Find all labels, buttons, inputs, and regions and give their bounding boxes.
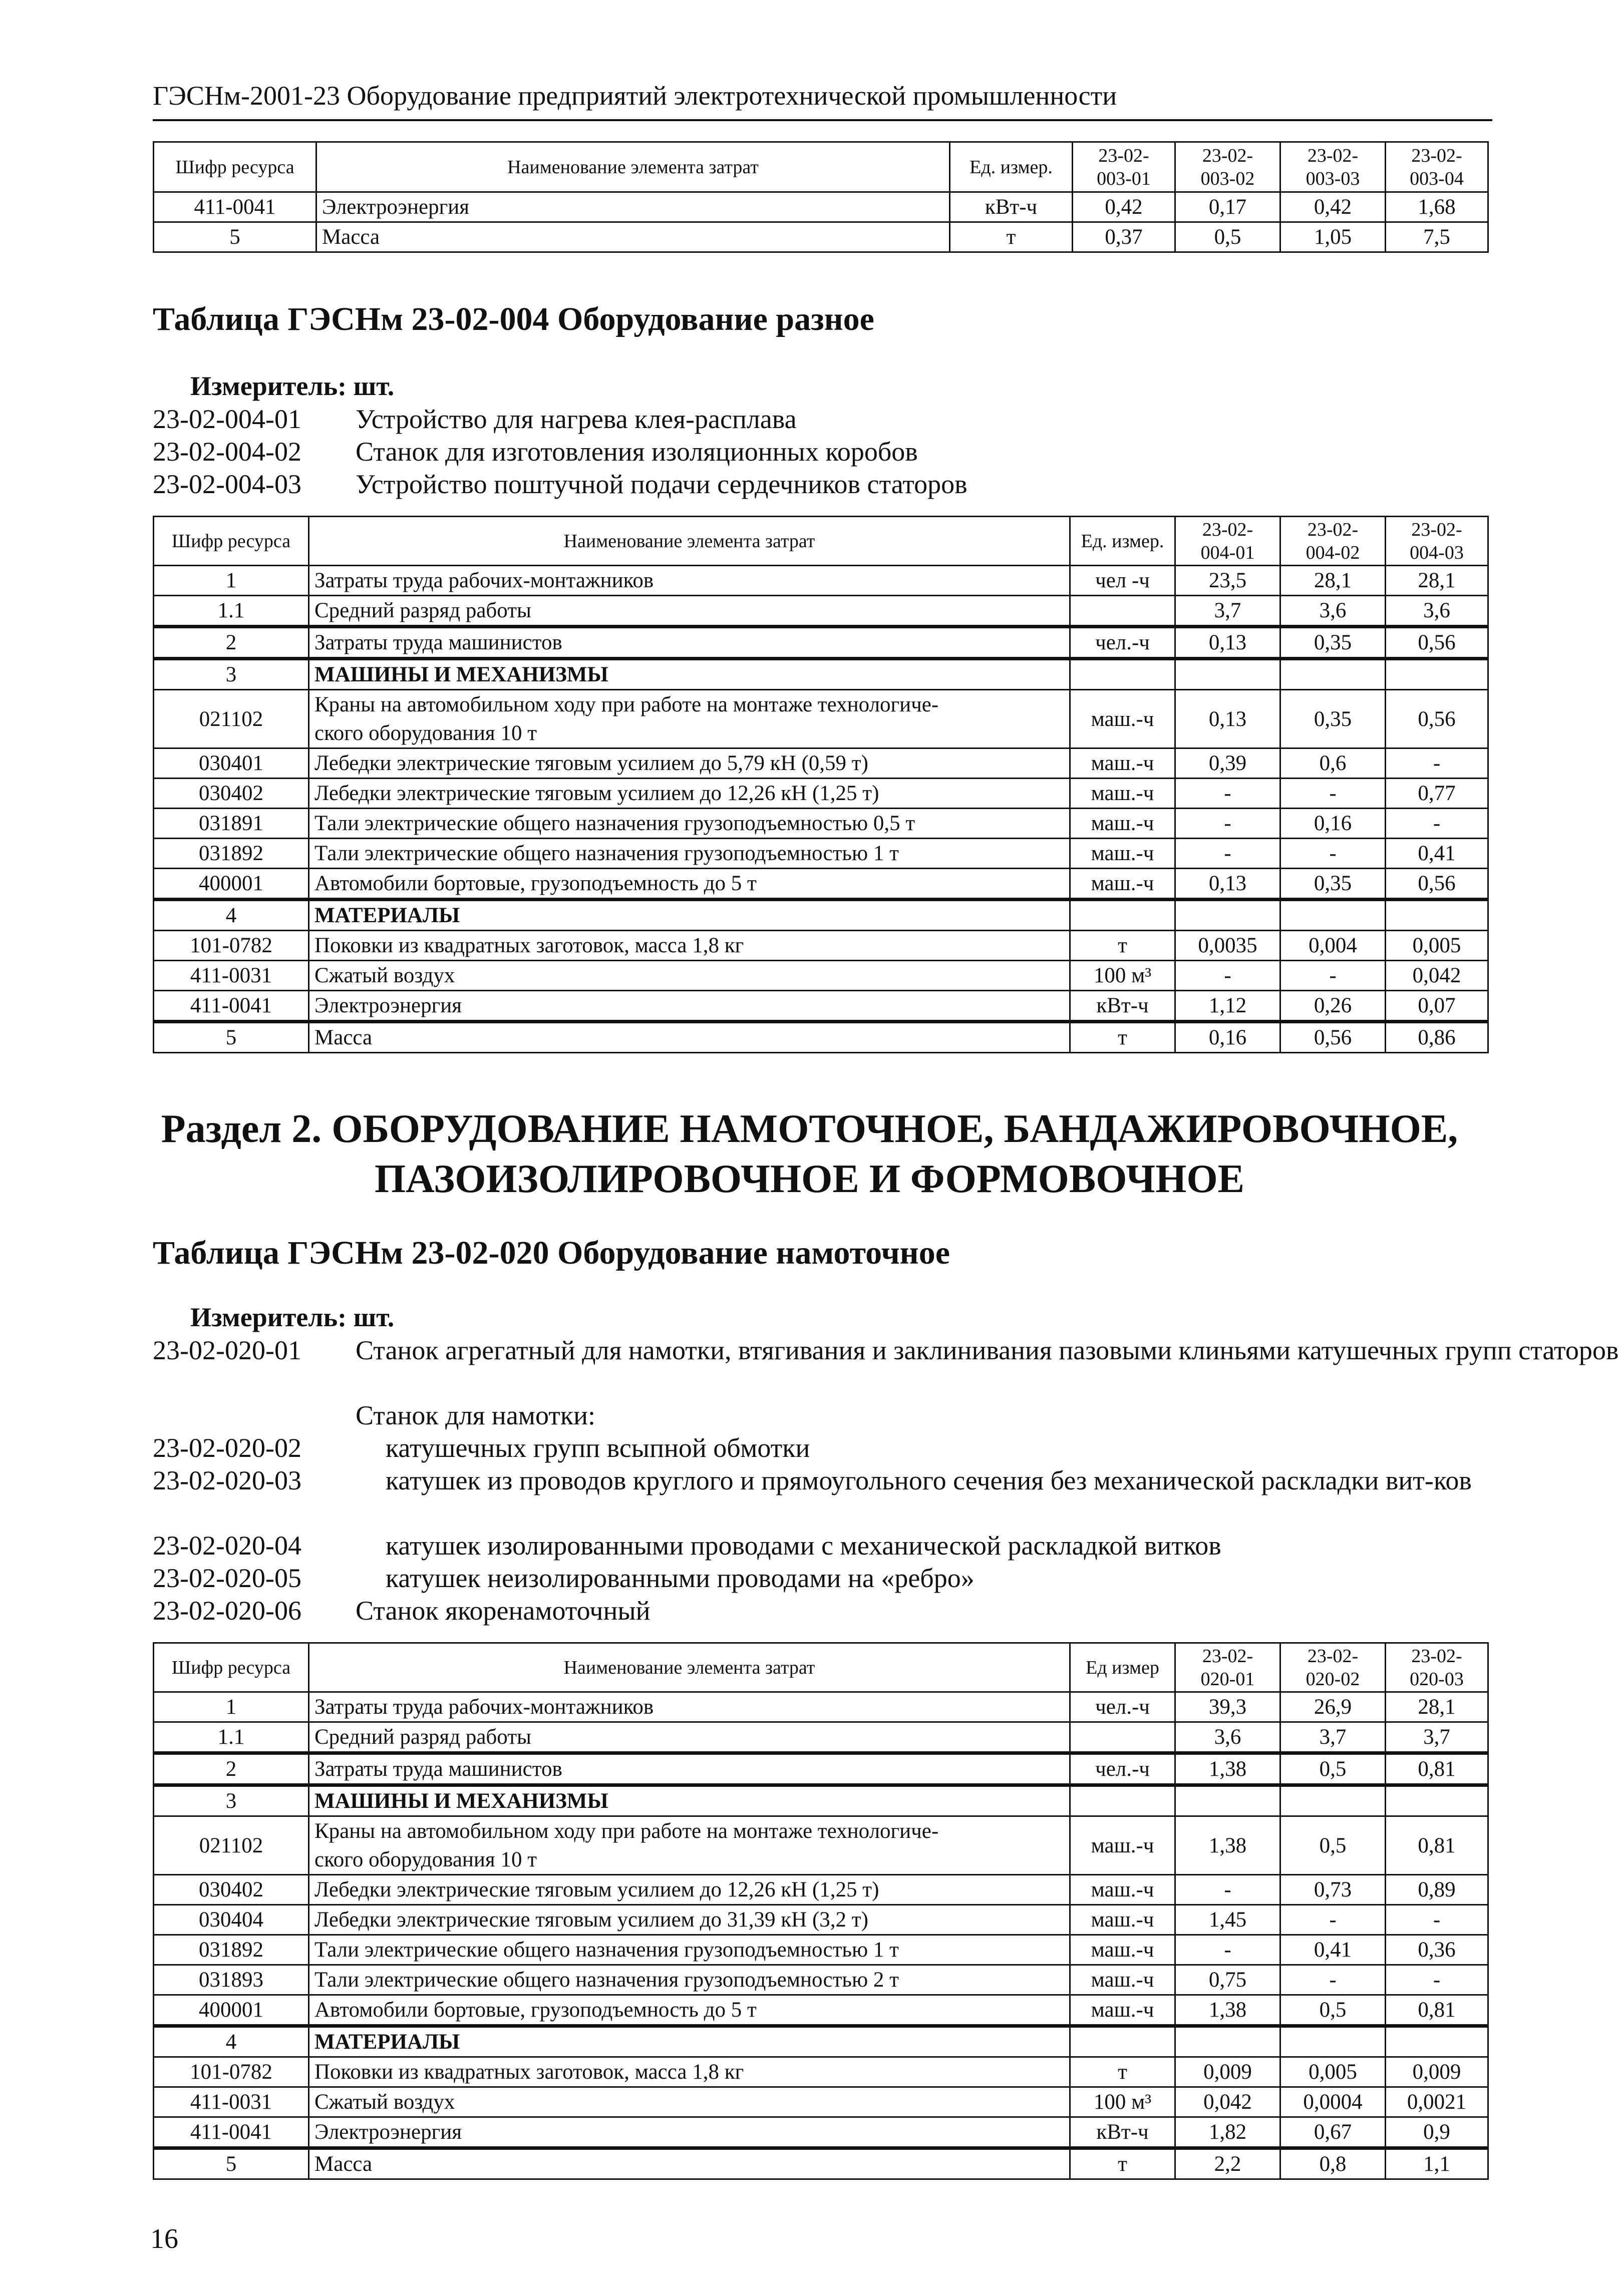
row-name: Поковки из квадратных заготовок, масса 1,8 кг xyxy=(309,2057,1070,2087)
row-value: 0,35 xyxy=(1280,690,1386,748)
row-value: 1,82 xyxy=(1175,2117,1280,2148)
row-value: 1,45 xyxy=(1175,1905,1280,1935)
row-value: - xyxy=(1175,779,1280,809)
row-code: 411-0031 xyxy=(154,961,309,991)
row-value: 0,35 xyxy=(1280,627,1386,659)
row-value: 3,6 xyxy=(1175,1722,1280,1753)
col-header-name: Наименование элемента затрат xyxy=(309,1643,1070,1692)
row-name: Затраты труда рабочих-монтажников xyxy=(309,1692,1070,1722)
row-value: 0,39 xyxy=(1175,748,1280,779)
meter-line xyxy=(190,370,394,402)
item-code: 23-02-020-01 xyxy=(153,1335,301,1365)
row-value: 3,7 xyxy=(1175,596,1280,627)
row-value: 0,56 xyxy=(1386,627,1488,659)
row-value xyxy=(1175,2026,1280,2057)
row-value: 0,9 xyxy=(1386,2117,1488,2148)
row-value: - xyxy=(1386,1965,1488,1995)
row-code: 101-0782 xyxy=(154,2057,309,2087)
row-name: Автомобили бортовые, грузоподъемность до 5 т xyxy=(309,869,1070,900)
row-code: 3 xyxy=(154,659,309,690)
row-value: 28,1 xyxy=(1280,566,1386,596)
item-code-row xyxy=(153,1334,1619,1399)
page-number: 16 xyxy=(150,2223,178,2254)
table-row xyxy=(154,748,1488,779)
meter-label: Измеритель: xyxy=(190,1302,347,1332)
table-section-row xyxy=(154,659,1488,690)
row-name: МАШИНЫ И МЕХАНИЗМЫ xyxy=(309,659,1070,690)
meter-label: Измеритель: xyxy=(190,371,347,401)
item-code: 23-02-020-06 xyxy=(153,1596,301,1626)
row-name: Тали электрические общего назначения грузоподъемностью 0,5 т xyxy=(309,809,1070,839)
row-code: 411-0041 xyxy=(154,192,316,222)
item-code-row xyxy=(153,1529,1505,1562)
row-value: 0,77 xyxy=(1386,779,1488,809)
row-value: 0,0035 xyxy=(1175,931,1280,961)
row-code: 031892 xyxy=(154,839,309,869)
item-description: катушек изолированными проводами с механической раскладкой витков xyxy=(386,1530,1221,1561)
col-header-norm: 23-02- 020-03 xyxy=(1386,1643,1488,1692)
table-row xyxy=(154,991,1488,1022)
item-code-row xyxy=(153,1595,1505,1627)
item-description: Станок агрегатный для намотки, втягивания и заклинивания пазовыми клиньями катушечных групп статоров xyxy=(356,1335,1619,1365)
item-description: Устройство для нагрева клея-расплава xyxy=(356,404,797,434)
section-title-line2: ПАЗОИЗОЛИРОВОЧНОЕ И ФОРМОВОЧНОЕ xyxy=(374,1157,1245,1201)
row-value: 0,042 xyxy=(1386,961,1488,991)
row-name: Краны на автомобильном ходу при работе на монтаже технологиче- ского оборудования 10 т xyxy=(309,690,1070,748)
row-value: 0,81 xyxy=(1386,1816,1488,1875)
row-name: Масса xyxy=(309,2148,1070,2179)
row-value: 3,6 xyxy=(1386,596,1488,627)
row-unit: маш.-ч xyxy=(1070,779,1175,809)
row-value: 0,5 xyxy=(1280,1753,1386,1785)
row-value xyxy=(1386,900,1488,931)
item-description: катушек неизолированными проводами на «ребро» xyxy=(386,1563,975,1593)
row-value: 0,37 xyxy=(1073,222,1175,252)
row-value: 23,5 xyxy=(1175,566,1280,596)
row-unit xyxy=(1070,596,1175,627)
table-row xyxy=(154,192,1488,222)
row-value: 0,42 xyxy=(1280,192,1386,222)
row-value xyxy=(1175,900,1280,931)
item-description: Станок для намотки: xyxy=(356,1400,595,1430)
table-row xyxy=(154,1965,1488,1995)
row-unit: маш.-ч xyxy=(1070,869,1175,900)
row-value: - xyxy=(1175,809,1280,839)
table-row xyxy=(154,1905,1488,1935)
row-unit: кВт-ч xyxy=(1070,991,1175,1022)
row-value: 0,004 xyxy=(1280,931,1386,961)
row-name: Лебедки электрические тяговым усилием до 12,26 кН (1,25 т) xyxy=(309,1875,1070,1905)
row-unit: т xyxy=(1070,931,1175,961)
row-name: Масса xyxy=(309,1022,1070,1053)
table-row xyxy=(154,839,1488,869)
row-code: 1.1 xyxy=(154,1722,309,1753)
row-unit: маш.-ч xyxy=(1070,1935,1175,1965)
item-code: 23-02-004-02 xyxy=(153,437,301,467)
item-code-row xyxy=(153,468,1505,501)
row-value: 0,5 xyxy=(1175,222,1280,252)
table-row xyxy=(154,1722,1488,1753)
table-row xyxy=(154,1692,1488,1722)
row-value: - xyxy=(1280,1965,1386,1995)
row-unit xyxy=(1070,2026,1175,2057)
row-value xyxy=(1175,1785,1280,1816)
row-value: - xyxy=(1175,839,1280,869)
row-unit: маш.-ч xyxy=(1070,1995,1175,2026)
col-header-unit: Ед. измер. xyxy=(1070,517,1175,566)
row-value: 0,56 xyxy=(1280,1022,1386,1053)
row-value: 0,41 xyxy=(1280,1935,1386,1965)
row-name: Сжатый воздух xyxy=(309,961,1070,991)
row-unit: т xyxy=(1070,2057,1175,2087)
row-code: 5 xyxy=(154,222,316,252)
row-value: - xyxy=(1175,961,1280,991)
row-value: - xyxy=(1280,1905,1386,1935)
row-value: 1,05 xyxy=(1280,222,1386,252)
row-code: 4 xyxy=(154,900,309,931)
row-value: - xyxy=(1175,1875,1280,1905)
row-name: Масса xyxy=(316,222,950,252)
row-value: 0,07 xyxy=(1386,991,1488,1022)
row-value: 0,73 xyxy=(1280,1875,1386,1905)
table-row xyxy=(154,1816,1488,1875)
col-header-unit: Ед. измер. xyxy=(950,142,1073,192)
row-value: 0,0004 xyxy=(1280,2087,1386,2117)
item-code: 23-02-004-01 xyxy=(153,404,301,434)
row-name: Затраты труда машинистов xyxy=(309,1753,1070,1785)
row-value: 0,8 xyxy=(1280,2148,1386,2179)
table-row xyxy=(154,869,1488,900)
col-header-norm: 23-02- 004-03 xyxy=(1386,517,1488,566)
row-name: Тали электрические общего назначения грузоподъемностью 1 т xyxy=(309,839,1070,869)
table-row xyxy=(154,596,1488,627)
row-code: 2 xyxy=(154,627,309,659)
running-header: ГЭСНм-2001-23 Оборудование предприятий электротехнической промышленности xyxy=(153,81,1117,111)
item-code-row xyxy=(153,1399,1505,1432)
row-value: 3,6 xyxy=(1280,596,1386,627)
table-section-row xyxy=(154,1785,1488,1816)
row-value: 0,56 xyxy=(1386,690,1488,748)
meter-line xyxy=(190,1302,394,1333)
row-value: 0,81 xyxy=(1386,1995,1488,2026)
row-value: 0,16 xyxy=(1175,1022,1280,1053)
row-value: 0,5 xyxy=(1280,1995,1386,2026)
row-value: 0,6 xyxy=(1280,748,1386,779)
table-row xyxy=(154,961,1488,991)
row-name: Автомобили бортовые, грузоподъемность до 5 т xyxy=(309,1995,1070,2026)
col-header-name: Наименование элемента затрат xyxy=(309,517,1070,566)
row-name: Электроэнергия xyxy=(316,192,950,222)
table-row xyxy=(154,1022,1488,1053)
row-value: 0,35 xyxy=(1280,869,1386,900)
row-value: - xyxy=(1280,779,1386,809)
table-row xyxy=(154,690,1488,748)
item-code-row xyxy=(153,1432,1505,1464)
row-code: 030404 xyxy=(154,1905,309,1935)
row-value: 1,38 xyxy=(1175,1816,1280,1875)
row-unit: чел.-ч xyxy=(1070,1692,1175,1722)
row-unit: маш.-ч xyxy=(1070,690,1175,748)
row-value: 0,005 xyxy=(1386,931,1488,961)
col-header-norm: 23-02- 020-02 xyxy=(1280,1643,1386,1692)
row-name: Электроэнергия xyxy=(309,991,1070,1022)
row-name: Средний разряд работы xyxy=(309,596,1070,627)
col-header-norm: 23-02- 003-01 xyxy=(1073,142,1175,192)
row-unit: маш.-ч xyxy=(1070,839,1175,869)
row-unit: кВт-ч xyxy=(950,192,1073,222)
item-code-row xyxy=(153,436,1505,468)
col-header-code: Шифр ресурса xyxy=(154,142,316,192)
row-value: 39,3 xyxy=(1175,1692,1280,1722)
item-code: 23-02-020-03 xyxy=(153,1465,301,1495)
row-value: 0,26 xyxy=(1280,991,1386,1022)
row-value: 0,36 xyxy=(1386,1935,1488,1965)
row-unit xyxy=(1070,1785,1175,1816)
row-unit: т xyxy=(950,222,1073,252)
row-code: 400001 xyxy=(154,869,309,900)
table-row xyxy=(154,222,1488,252)
row-value xyxy=(1280,659,1386,690)
row-value xyxy=(1175,659,1280,690)
row-name: Краны на автомобильном ходу при работе на монтаже технологиче- ского оборудования 10 т xyxy=(309,1816,1070,1875)
row-name: Средний разряд работы xyxy=(309,1722,1070,1753)
row-value: 0,16 xyxy=(1280,809,1386,839)
row-value: 28,1 xyxy=(1386,1692,1488,1722)
row-value: 0,86 xyxy=(1386,1022,1488,1053)
table-section-row xyxy=(154,900,1488,931)
row-code: 400001 xyxy=(154,1995,309,2026)
row-value: 1,1 xyxy=(1386,2148,1488,2179)
row-code: 031891 xyxy=(154,809,309,839)
row-name: Электроэнергия xyxy=(309,2117,1070,2148)
row-value: - xyxy=(1280,961,1386,991)
row-unit: 100 м³ xyxy=(1070,2087,1175,2117)
row-name: Лебедки электрические тяговым усилием до 12,26 кН (1,25 т) xyxy=(309,779,1070,809)
table-row xyxy=(154,779,1488,809)
row-code: 101-0782 xyxy=(154,931,309,961)
table-23-02-004 xyxy=(153,516,1489,1053)
table-row xyxy=(154,809,1488,839)
meter-value: шт. xyxy=(353,371,395,401)
item-description: Станок для изготовления изоляционных коробов xyxy=(356,437,918,467)
table-row xyxy=(154,2057,1488,2087)
row-name: Тали электрические общего назначения грузоподъемностью 2 т xyxy=(309,1965,1070,1995)
row-value: 0,89 xyxy=(1386,1875,1488,1905)
table-title: Таблица ГЭСНм 23-02-020 Оборудование намоточное xyxy=(153,1235,950,1271)
table-row xyxy=(154,627,1488,659)
row-value: 0,75 xyxy=(1175,1965,1280,1995)
row-code: 2 xyxy=(154,1753,309,1785)
item-code: 23-02-020-05 xyxy=(153,1563,301,1593)
item-code-row xyxy=(153,1562,1505,1595)
table-row xyxy=(154,2117,1488,2148)
row-code: 3 xyxy=(154,1785,309,1816)
item-code: 23-02-004-03 xyxy=(153,469,301,499)
header-rule xyxy=(153,119,1492,121)
table-row xyxy=(154,2148,1488,2179)
row-code: 021102 xyxy=(154,1816,309,1875)
row-unit: чел.-ч xyxy=(1070,627,1175,659)
col-header-unit: Ед измер xyxy=(1070,1643,1175,1692)
col-header-code: Шифр ресурса xyxy=(154,517,309,566)
table-row xyxy=(154,566,1488,596)
table-title: Таблица ГЭСНм 23-02-004 Оборудование разное xyxy=(153,301,874,337)
table-row xyxy=(154,1995,1488,2026)
row-value: 0,42 xyxy=(1073,192,1175,222)
item-code-row xyxy=(153,403,1505,436)
row-value xyxy=(1280,2026,1386,2057)
row-value: 0,5 xyxy=(1280,1816,1386,1875)
col-header-norm: 23-02- 003-03 xyxy=(1280,142,1386,192)
table-row xyxy=(154,1935,1488,1965)
row-name: Сжатый воздух xyxy=(309,2087,1070,2117)
row-value: 0,009 xyxy=(1386,2057,1488,2087)
row-unit: т xyxy=(1070,2148,1175,2179)
row-value: 0,009 xyxy=(1175,2057,1280,2087)
item-code-row xyxy=(153,1464,1505,1529)
col-header-norm: 23-02- 004-01 xyxy=(1175,517,1280,566)
col-header-norm: 23-02- 004-02 xyxy=(1280,517,1386,566)
row-unit: чел.-ч xyxy=(1070,1753,1175,1785)
row-value: 1,38 xyxy=(1175,1995,1280,2026)
row-value: 0,005 xyxy=(1280,2057,1386,2087)
col-header-code: Шифр ресурса xyxy=(154,1643,309,1692)
row-value: 28,1 xyxy=(1386,566,1488,596)
row-value: 1,68 xyxy=(1386,192,1488,222)
row-code: 030402 xyxy=(154,779,309,809)
row-value: 3,7 xyxy=(1386,1722,1488,1753)
row-value: - xyxy=(1280,839,1386,869)
table-23-02-020 xyxy=(153,1642,1489,2180)
row-code: 411-0041 xyxy=(154,991,309,1022)
row-name: Затраты труда машинистов xyxy=(309,627,1070,659)
table-row xyxy=(154,931,1488,961)
item-code-list xyxy=(153,403,1505,501)
table-row xyxy=(154,2087,1488,2117)
row-code: 1 xyxy=(154,1692,309,1722)
row-value: 0,0021 xyxy=(1386,2087,1488,2117)
row-value: 0,67 xyxy=(1280,2117,1386,2148)
item-code: 23-02-020-02 xyxy=(153,1433,301,1463)
item-description: катушечных групп всыпной обмотки xyxy=(386,1433,810,1463)
col-header-norm: 23-02- 020-01 xyxy=(1175,1643,1280,1692)
row-name: МАТЕРИАЛЫ xyxy=(309,2026,1070,2057)
row-unit: маш.-ч xyxy=(1070,748,1175,779)
table-row xyxy=(154,1753,1488,1785)
row-code: 411-0041 xyxy=(154,2117,309,2148)
row-code: 030402 xyxy=(154,1875,309,1905)
row-unit: чел -ч xyxy=(1070,566,1175,596)
row-value: 7,5 xyxy=(1386,222,1488,252)
row-code: 031893 xyxy=(154,1965,309,1995)
row-value: 0,56 xyxy=(1386,869,1488,900)
row-name: Поковки из квадратных заготовок, масса 1,8 кг xyxy=(309,931,1070,961)
row-value xyxy=(1386,1785,1488,1816)
row-value: 0,17 xyxy=(1175,192,1280,222)
row-name: Лебедки электрические тяговым усилием до 5,79 кН (0,59 т) xyxy=(309,748,1070,779)
item-description: катушек из проводов круглого и прямоугольного сечения без механической раскладки вит-ков xyxy=(386,1465,1472,1495)
table-23-02-003 xyxy=(153,141,1489,253)
row-unit: кВт-ч xyxy=(1070,2117,1175,2148)
row-unit: маш.-ч xyxy=(1070,809,1175,839)
row-code: 021102 xyxy=(154,690,309,748)
row-value xyxy=(1386,2026,1488,2057)
row-unit: маш.-ч xyxy=(1070,1875,1175,1905)
row-value: 0,41 xyxy=(1386,839,1488,869)
row-value: - xyxy=(1175,1935,1280,1965)
item-description: Устройство поштучной подачи сердечников статоров xyxy=(356,469,967,499)
row-unit: т xyxy=(1070,1022,1175,1053)
row-value: 0,13 xyxy=(1175,690,1280,748)
row-code: 1.1 xyxy=(154,596,309,627)
table-row xyxy=(154,1875,1488,1905)
row-name: Затраты труда рабочих-монтажников xyxy=(309,566,1070,596)
row-unit xyxy=(1070,659,1175,690)
row-unit xyxy=(1070,900,1175,931)
col-header-norm: 23-02- 003-04 xyxy=(1386,142,1488,192)
row-value xyxy=(1386,659,1488,690)
row-name: Тали электрические общего назначения грузоподъемностью 1 т xyxy=(309,1935,1070,1965)
row-name: Лебедки электрические тяговым усилием до 31,39 кН (3,2 т) xyxy=(309,1905,1070,1935)
row-code: 031892 xyxy=(154,1935,309,1965)
row-unit: маш.-ч xyxy=(1070,1965,1175,1995)
row-value: 2,2 xyxy=(1175,2148,1280,2179)
row-name: МАШИНЫ И МЕХАНИЗМЫ xyxy=(309,1785,1070,1816)
item-code-list xyxy=(153,1334,1619,1635)
row-code: 030401 xyxy=(154,748,309,779)
row-value: 26,9 xyxy=(1280,1692,1386,1722)
row-value: 3,7 xyxy=(1280,1722,1386,1753)
row-code: 5 xyxy=(154,2148,309,2179)
row-unit: 100 м³ xyxy=(1070,961,1175,991)
row-value: 0,81 xyxy=(1386,1753,1488,1785)
row-value: 0,042 xyxy=(1175,2087,1280,2117)
row-value: 0,13 xyxy=(1175,627,1280,659)
row-value: 1,12 xyxy=(1175,991,1280,1022)
row-value: 1,38 xyxy=(1175,1753,1280,1785)
col-header-name: Наименование элемента затрат xyxy=(316,142,950,192)
row-value xyxy=(1280,1785,1386,1816)
row-code: 411-0031 xyxy=(154,2087,309,2117)
row-unit: маш.-ч xyxy=(1070,1905,1175,1935)
section-title-line1: Раздел 2. ОБОРУДОВАНИЕ НАМОТОЧНОЕ, БАНДАЖИРОВОЧНОЕ, xyxy=(161,1107,1458,1151)
row-code: 4 xyxy=(154,2026,309,2057)
row-value: - xyxy=(1386,1905,1488,1935)
item-description: Станок якоренамоточный xyxy=(356,1596,651,1626)
row-code: 1 xyxy=(154,566,309,596)
table-section-row xyxy=(154,2026,1488,2057)
item-code: 23-02-020-04 xyxy=(153,1530,301,1561)
row-name: МАТЕРИАЛЫ xyxy=(309,900,1070,931)
row-value: - xyxy=(1386,809,1488,839)
meter-value: шт. xyxy=(353,1302,395,1332)
row-value xyxy=(1280,900,1386,931)
row-code: 5 xyxy=(154,1022,309,1053)
row-value: - xyxy=(1386,748,1488,779)
row-unit xyxy=(1070,1722,1175,1753)
row-unit: маш.-ч xyxy=(1070,1816,1175,1875)
row-value: 0,13 xyxy=(1175,869,1280,900)
col-header-norm: 23-02- 003-02 xyxy=(1175,142,1280,192)
